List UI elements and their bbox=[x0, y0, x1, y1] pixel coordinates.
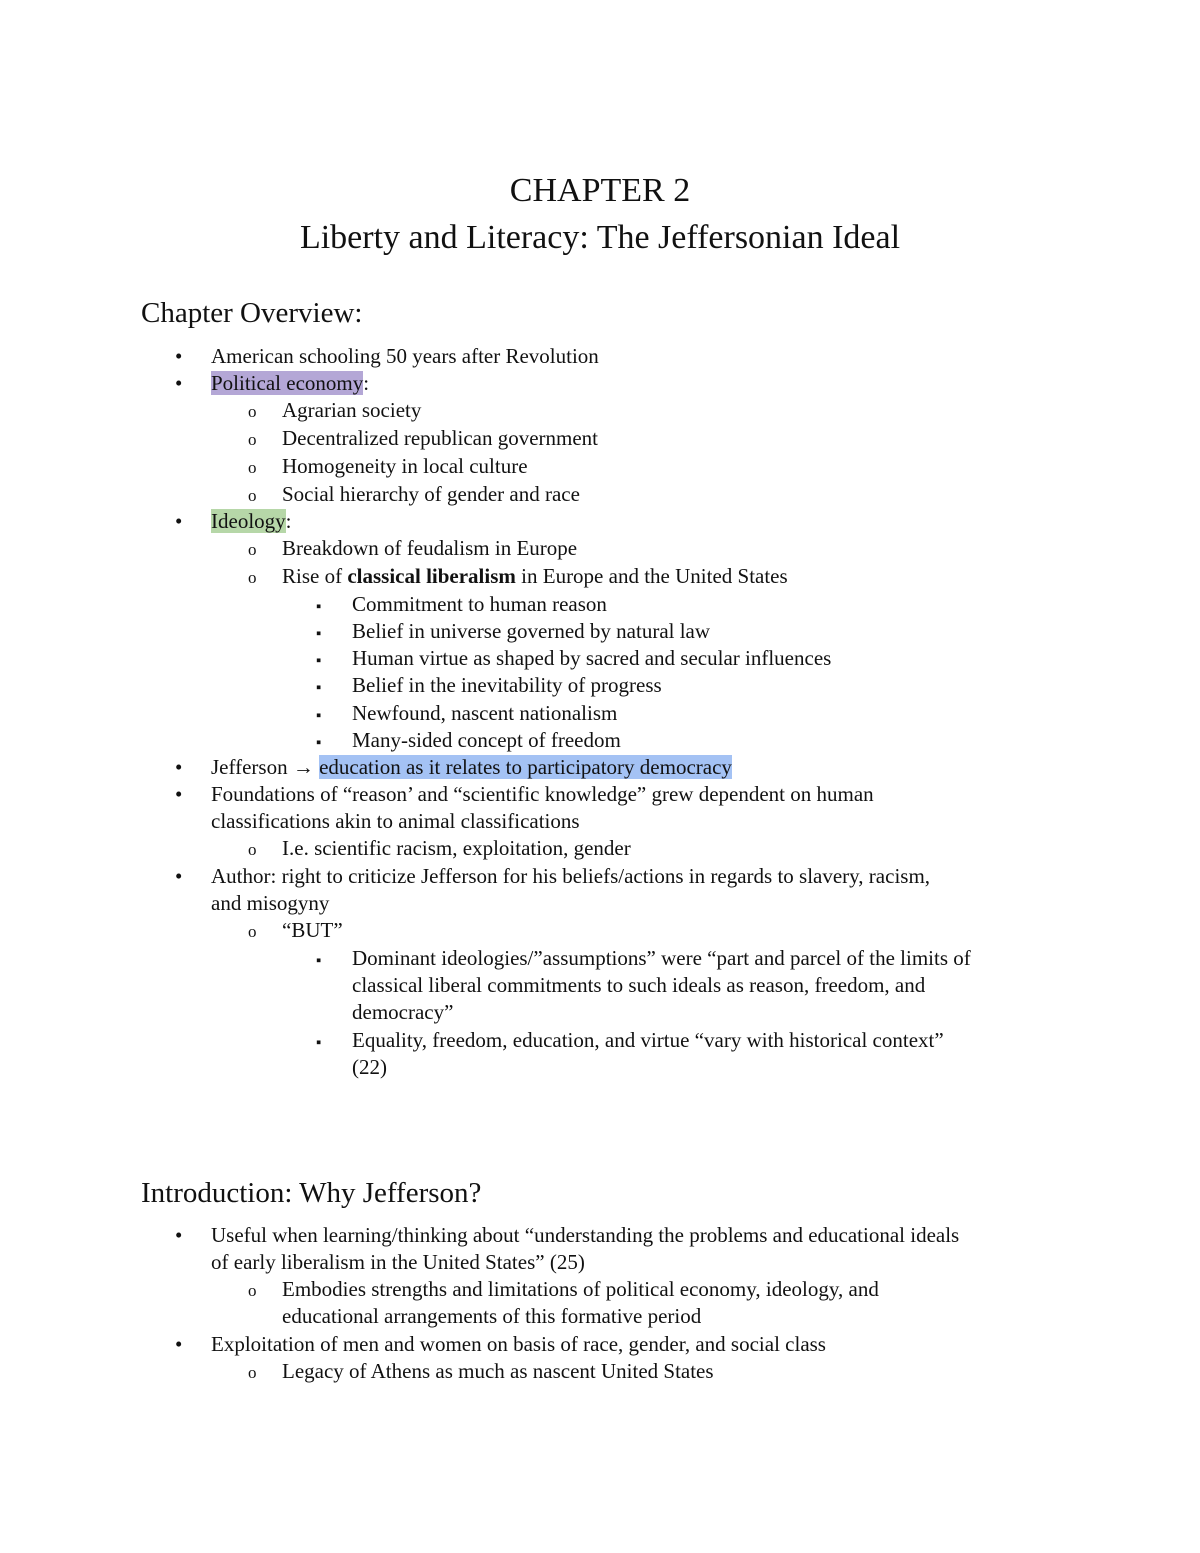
liberalism-subitem: Human virtue as shaped by sacred and secular influences bbox=[352, 646, 832, 670]
overview-item-schooling: American schooling 50 years after Revolution bbox=[211, 344, 599, 368]
but-subitem-dominant-line2: classical liberal commitments to such ideals as reason, freedom, and bbox=[352, 973, 926, 997]
bullet-l3: ▪ bbox=[316, 1035, 322, 1051]
bullet-l2: o bbox=[248, 840, 257, 859]
text-segment: Jefferson → bbox=[211, 755, 320, 779]
bullet-l2: o bbox=[248, 430, 257, 449]
bullet-l2: o bbox=[248, 922, 257, 941]
intro-item-exploitation: Exploitation of men and women on basis of race, gender, and social class bbox=[211, 1332, 826, 1356]
bullet-l1: • bbox=[175, 782, 183, 806]
highlight-ideology: Ideology bbox=[211, 509, 286, 533]
highlight-participatory-democracy: education as it relates to participatory democracy bbox=[319, 755, 732, 779]
colon: : bbox=[285, 509, 292, 533]
overview-item-political-economy bbox=[211, 370, 369, 397]
but-subitem-dominant-line3: democracy” bbox=[352, 1000, 454, 1024]
text-segment: in Europe and the United States bbox=[515, 564, 788, 588]
intro-subitem-embodies-line2: educational arrangements of this formative period bbox=[282, 1304, 702, 1328]
pe-subitem: Homogeneity in local culture bbox=[282, 454, 528, 478]
liberalism-subitem: Many-sided concept of freedom bbox=[352, 728, 621, 752]
foundations-subitem: I.e. scientific racism, exploitation, gender bbox=[282, 836, 631, 860]
but-subitem-dominant-line1: Dominant ideologies/”assumptions” were “part and parcel of the limits of bbox=[352, 946, 971, 970]
bullet-l3: ▪ bbox=[316, 599, 322, 615]
overview-item-foundations-line2: classifications akin to animal classifications bbox=[211, 809, 580, 833]
pe-subitem: Decentralized republican government bbox=[282, 426, 599, 450]
bold-term: classical liberalism bbox=[347, 564, 516, 588]
colon: : bbox=[363, 371, 370, 395]
bullet-l3: ▪ bbox=[316, 680, 322, 696]
bullet-l1: • bbox=[175, 1223, 183, 1247]
ideology-subitem: Breakdown of feudalism in Europe bbox=[282, 536, 578, 560]
overview-item-foundations-line1: Foundations of “reason’ and “scientific knowledge” grew dependent on human bbox=[211, 782, 874, 806]
bullet-l1: • bbox=[175, 864, 183, 888]
bullet-l1: • bbox=[175, 1332, 183, 1356]
bullet-l2: o bbox=[248, 568, 257, 587]
intro-item-useful-line2: of early liberalism in the United States” (25) bbox=[211, 1250, 585, 1274]
bullet-l2: o bbox=[248, 486, 257, 505]
bullet-l3: ▪ bbox=[316, 708, 322, 724]
author-subitem-but: “BUT” bbox=[282, 918, 343, 942]
but-subitem-equality-line1: Equality, freedom, education, and virtue “vary with historical context” bbox=[352, 1028, 944, 1052]
overview-item-jefferson bbox=[211, 754, 732, 781]
bullet-l1: • bbox=[175, 344, 183, 368]
introduction-heading: Introduction: Why Jefferson? bbox=[141, 1177, 482, 1209]
chapter-number: CHAPTER 2 bbox=[509, 172, 691, 209]
intro-subitem-legacy: Legacy of Athens as much as nascent United States bbox=[282, 1359, 714, 1383]
pe-subitem: Agrarian society bbox=[282, 398, 422, 422]
bullet-l2: o bbox=[248, 1363, 257, 1382]
bullet-l2: o bbox=[248, 540, 257, 559]
bullet-l1: • bbox=[175, 509, 183, 533]
bullet-l2: o bbox=[248, 458, 257, 477]
overview-heading: Chapter Overview: bbox=[141, 297, 363, 329]
highlight-political-economy: Political economy bbox=[211, 371, 364, 395]
liberalism-subitem: Commitment to human reason bbox=[352, 592, 607, 616]
overview-item-ideology bbox=[211, 508, 292, 535]
intro-subitem-embodies-line1: Embodies strengths and limitations of political economy, ideology, and bbox=[282, 1277, 879, 1301]
pe-subitem: Social hierarchy of gender and race bbox=[282, 482, 580, 506]
bullet-l1: • bbox=[175, 371, 183, 395]
liberalism-subitem: Belief in the inevitability of progress bbox=[352, 673, 662, 697]
text-segment: Rise of bbox=[282, 564, 348, 588]
liberalism-subitem: Newfound, nascent nationalism bbox=[352, 701, 618, 725]
intro-item-useful-line1: Useful when learning/thinking about “understanding the problems and educational ideals bbox=[211, 1223, 960, 1247]
chapter-title: Liberty and Literacy: The Jeffersonian Ideal bbox=[299, 219, 901, 256]
bullet-l3: ▪ bbox=[316, 735, 322, 751]
bullet-l1: • bbox=[175, 755, 183, 779]
liberalism-subitem: Belief in universe governed by natural law bbox=[352, 619, 711, 643]
bullet-l2: o bbox=[248, 1281, 257, 1300]
bullet-l3: ▪ bbox=[316, 626, 322, 642]
bullet-l2: o bbox=[248, 402, 257, 421]
bullet-l3: ▪ bbox=[316, 653, 322, 669]
bullet-l3: ▪ bbox=[316, 953, 322, 969]
overview-item-author-line1: Author: right to criticize Jefferson for his beliefs/actions in regards to slavery, racism, bbox=[211, 864, 931, 888]
ideology-subitem-classical-liberalism bbox=[282, 563, 788, 590]
overview-item-author-line2: and misogyny bbox=[211, 891, 330, 915]
but-subitem-equality-line2: (22) bbox=[352, 1055, 387, 1079]
